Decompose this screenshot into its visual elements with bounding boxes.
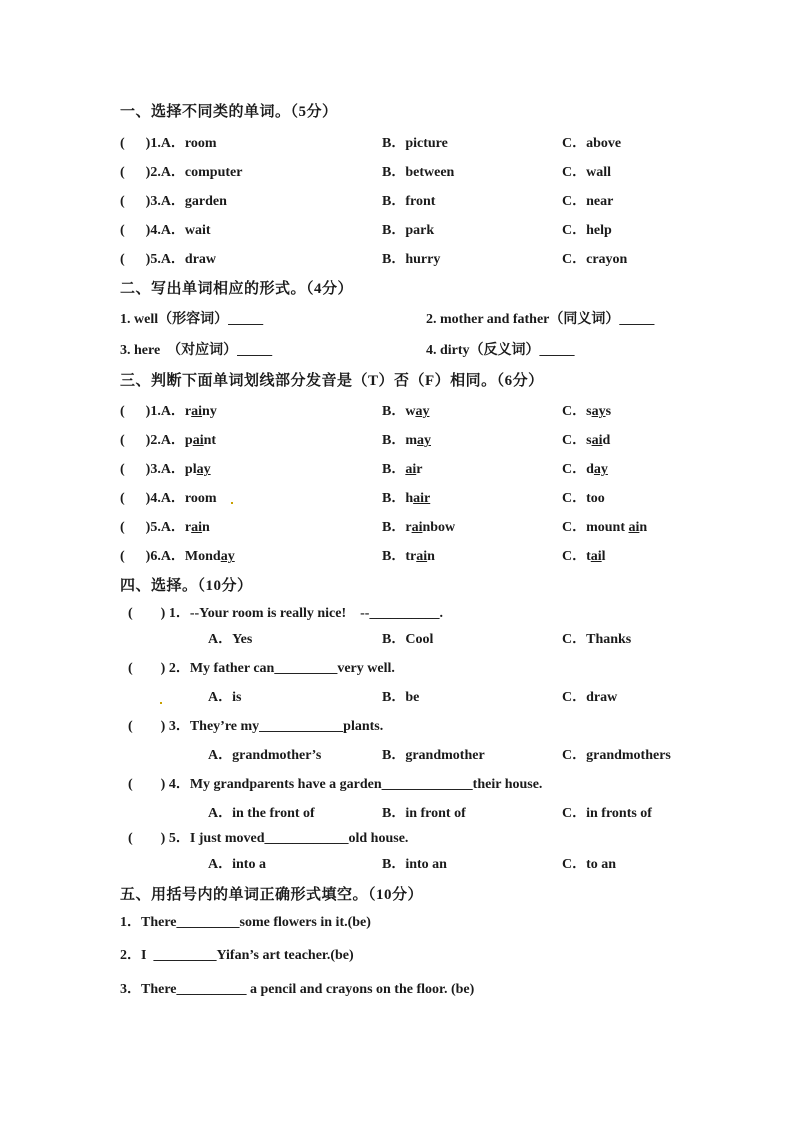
s4-q4-c: C．in fronts of xyxy=(562,806,652,821)
s4-q5-b: B．into an xyxy=(382,857,447,872)
s2-item-2: 2. mother and father（同义词）_____ xyxy=(426,312,655,327)
s4-q5-stem: ( ) 5．I just moved____________old house. xyxy=(128,831,409,846)
s3-q2-a: ( )2.A．paint xyxy=(120,433,217,448)
s4-q1-a: A．Yes xyxy=(208,632,253,647)
section-3-title: 三、判断下面单词划线部分发音是（T）否（F）相同。（6分） xyxy=(120,373,544,389)
s3-q3-a: ( )3.A．play xyxy=(120,462,211,477)
section-5-title: 五、用括号内的单词正确形式填空。（10分） xyxy=(120,887,424,903)
s1-q3-c: C．near xyxy=(562,194,614,209)
s4-q1-c: C．Thanks xyxy=(562,632,632,647)
s3-q4-a: ( )4.A．room xyxy=(120,491,217,506)
s3-q1-b: B．way xyxy=(382,404,430,419)
s4-q4-a: A．in the front of xyxy=(208,806,315,821)
s4-q4-b: B．in front of xyxy=(382,806,466,821)
s4-q2-a: A．is xyxy=(208,690,242,705)
s1-q5: ( )5.A．draw xyxy=(120,252,217,267)
s1-q5-b: B．hurry xyxy=(382,252,441,267)
s3-q6-c: C．tail xyxy=(562,549,606,564)
s5-item-2: 2．I _________Yifan’s art teacher.(be) xyxy=(120,948,354,963)
s3-q5-c: C．mount ain xyxy=(562,520,648,535)
s4-q4-stem: ( ) 4．My grandparents have a garden_____________their house. xyxy=(128,777,543,792)
s1-q3-b: B．front xyxy=(382,194,436,209)
section-1-title: 一、选择不同类的单词。（5分） xyxy=(120,104,338,120)
s1-q2: ( )2.A．computer xyxy=(120,165,243,180)
s3-q6-a: ( )6.A．Monday xyxy=(120,549,235,564)
s4-q3-stem: ( ) 3．They’re my____________plants. xyxy=(128,719,384,734)
s4-q2-b: B．be xyxy=(382,690,420,705)
s5-item-1: 1．There_________some flowers in it.(be) xyxy=(120,915,371,930)
s1-q4-c: C．help xyxy=(562,223,612,238)
s3-q3-c: C．day xyxy=(562,462,608,477)
s4-q5-c: C．to an xyxy=(562,857,617,872)
s2-item-1: 1. well（形容词）_____ xyxy=(120,312,264,327)
s2-item-3: 3. here （对应词）_____ xyxy=(120,343,273,358)
s3-q5-a: ( )5.A．rain xyxy=(120,520,210,535)
s3-q2-b: B．may xyxy=(382,433,431,448)
s3-q2-c: C．said xyxy=(562,433,611,448)
s4-q3-a: A．grandmother’s xyxy=(208,748,322,763)
s1-q4: ( )4.A．wait xyxy=(120,223,211,238)
s1-q2-b: B．between xyxy=(382,165,455,180)
s3-q1-c: C．says xyxy=(562,404,612,419)
stray-mark xyxy=(231,502,233,504)
s5-item-3: 3．There__________ a pencil and crayons on the floor. (be) xyxy=(120,982,475,997)
s3-q5-b: B．rainbow xyxy=(382,520,456,535)
stray-mark xyxy=(160,702,162,704)
s4-q2-c: C．draw xyxy=(562,690,618,705)
s4-q2-stem: ( ) 2．My father can_________very well. xyxy=(128,661,395,676)
s3-q3-b: B．air xyxy=(382,462,423,477)
s2-item-4: 4. dirty（反义词）_____ xyxy=(426,343,575,358)
section-4-title: 四、选择。（10分） xyxy=(120,578,253,594)
s4-q3-c: C．grandmothers xyxy=(562,748,671,763)
section-2-title: 二、写出单词相应的形式。（4分） xyxy=(120,281,354,297)
s1-q4-b: B．park xyxy=(382,223,435,238)
s3-q4-c: C．too xyxy=(562,491,605,506)
s1-q1-c: C．above xyxy=(562,136,622,151)
s4-q3-b: B．grandmother xyxy=(382,748,485,763)
s1-q5-c: C．crayon xyxy=(562,252,628,267)
s1-q1-b: B．picture xyxy=(382,136,448,151)
s3-q6-b: B．train xyxy=(382,549,435,564)
s1-q3: ( )3.A．garden xyxy=(120,194,227,209)
s4-q1-stem: ( ) 1．--Your room is really nice! --__________. xyxy=(128,606,443,621)
s3-q4-b: B．hair xyxy=(382,491,431,506)
s4-q1-b: B．Cool xyxy=(382,632,434,647)
s1-q1: ( )1.A．room xyxy=(120,136,217,151)
s3-q1-a: ( )1.A．rainy xyxy=(120,404,217,419)
s1-q2-c: C．wall xyxy=(562,165,611,180)
s4-q5-a: A．into a xyxy=(208,857,266,872)
